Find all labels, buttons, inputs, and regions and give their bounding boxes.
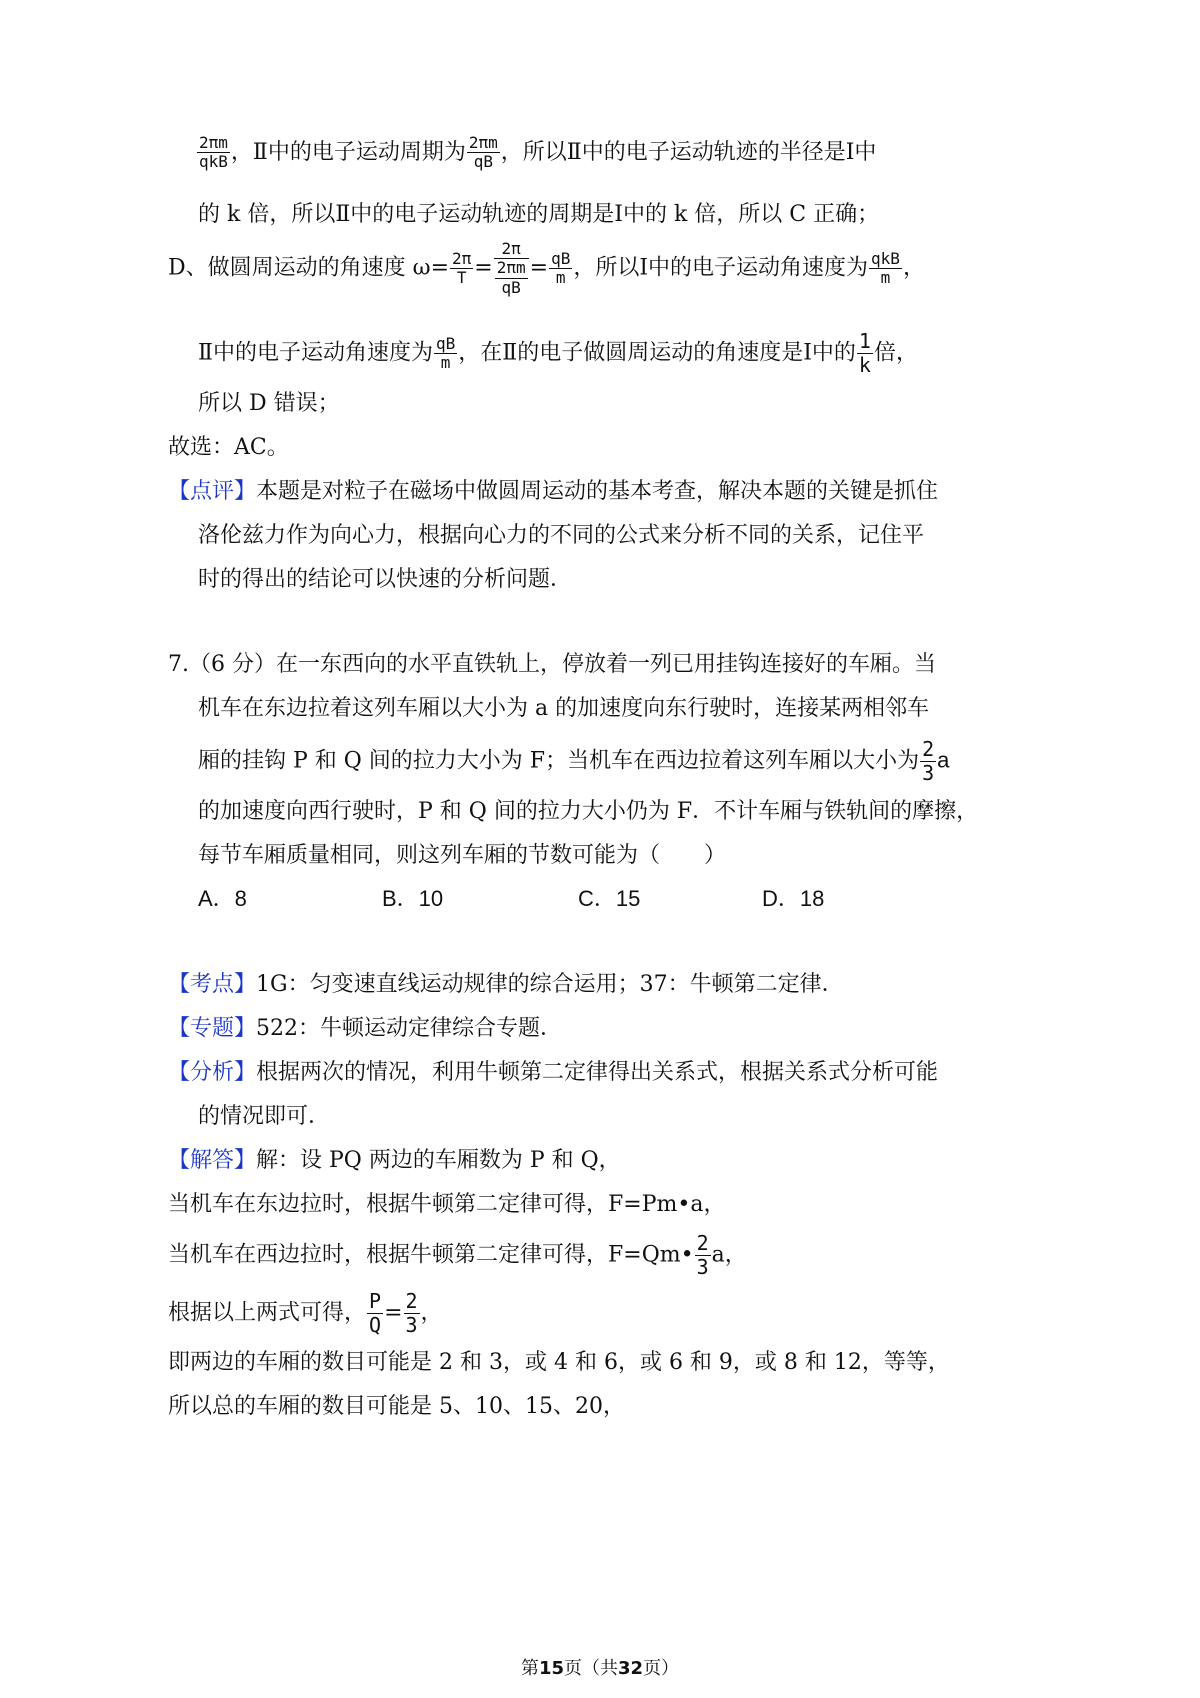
fenxi-line2: 的情况即可． <box>198 1104 331 1129</box>
fraction-qB-over-m-2: $\frac{qB}{m}$ <box>435 333 456 372</box>
sol6-line2: 的 k 倍，所以Ⅱ中的电子运动轨迹的周期是Ⅰ中的 k 倍，所以 C 正确； <box>198 202 880 227</box>
fraction-1-over-k: $\frac{1}{k}$ <box>858 329 871 377</box>
sol6-line1: $\frac{2\pi m}{\text{qkB}}$ ，Ⅱ中的电子运动周期为 $\frac{2\pi m}{qB}$ ，所以Ⅱ中的电子运动轨迹的半径是Ⅰ中 <box>199 133 877 172</box>
zhuanti-line: 【专题】522：牛顿运动定律综合专题． <box>168 1016 563 1041</box>
sol6-line3: D、做圆周运动的角速度 ω= $\frac{2\pi}{T}$ = $\frac{2\pi}{\frac{2\pi m}{qB}}$ = $\frac{qB}{m}$ ，所以Ⅰ中的电子运动角速度为 $\frac{\text{qkB}}{m}$ ， <box>168 239 925 297</box>
q7-line2: 机车在东边拉着这列车厢以大小为 a 的加速度向东行驶时，连接某两相邻车 <box>198 696 930 721</box>
total-pages: 32 <box>618 1658 644 1679</box>
jieda-line3: 当机车在西边拉时，根据牛顿第二定律可得，F=Qm• $\frac{2}{3}$ a， <box>168 1231 747 1279</box>
fraction-nested-2pim-over-qB: $\frac{2\pi m}{qB}$ <box>496 258 526 297</box>
jieda-line5: 即两边的车厢的数目可能是 2 和 3，或 4 和 6，或 6 和 9，或 8 和 12，等等， <box>168 1350 950 1375</box>
review-line1: 【点评】本题是对粒子在磁场中做圆周运动的基本考查，解决本题的关键是抓住 <box>168 479 939 504</box>
fraction-2pim-over-qB: $\frac{2\pi m}{qB}$ <box>468 133 498 172</box>
option-d: D．18 <box>762 886 825 911</box>
zhuanti-tag: 【专题】 <box>168 1016 257 1041</box>
review-line3: 时的得出的结论可以快速的分析问题． <box>198 567 573 592</box>
jieda-line2: 当机车在东边拉时，根据牛顿第二定律可得，F=Pm•a， <box>168 1192 726 1217</box>
q7-line1: 7.（6 分）在一东西向的水平直铁轨上，停放着一列已用挂钩连接好的车厢。当 <box>168 652 936 677</box>
jieda-line6: 所以总的车厢的数目可能是 5、10、15、20， <box>168 1394 625 1419</box>
fraction-2pim-over-qkB: $\frac{2\pi m}{\text{qkB}}$ <box>199 133 228 172</box>
page-footer: 第15页（共32页） <box>520 1658 680 1679</box>
q7-line5: 每节车厢质量相同，则这列车厢的节数可能为（ ） <box>198 843 727 868</box>
option-a: A．8 <box>198 886 247 911</box>
fraction-2-over-3-b: $\frac{2}{3}$ <box>696 1231 709 1279</box>
review-line2: 洛伦兹力作为向心力，根据向心力的不同的公式来分析不同的关系，记住平 <box>198 523 925 548</box>
jieda-tag: 【解答】 <box>168 1148 257 1173</box>
answer-line: 故选：AC。 <box>168 435 289 460</box>
q7-line3: 厢的挂钩 P 和 Q 间的拉力大小为 F；当机车在西边拉着这列车厢以大小为 $\frac{2}{3}$ a <box>198 737 950 785</box>
jieda-line1: 【解答】解：设 PQ 两边的车厢数为 P 和 Q， <box>168 1148 621 1173</box>
option-b: B．10 <box>382 886 444 911</box>
fraction-2pi-over-T: $\frac{2\pi}{T}$ <box>452 248 472 288</box>
fraction-qB-over-m: $\frac{qB}{m}$ <box>551 248 571 288</box>
fraction-2pi-over-2pim-qB: $\frac{2\pi}{\frac{2\pi m}{qB}}$ <box>494 240 529 297</box>
jieda-line4: 根据以上两式可得， $\frac{P}{Q}$ = $\frac{2}{3}$ ， <box>168 1289 443 1337</box>
review-tag: 【点评】 <box>168 479 257 504</box>
fraction-2-over-3-c: $\frac{2}{3}$ <box>405 1289 418 1337</box>
sol6-line5: 所以 D 错误； <box>198 391 340 416</box>
kaodian-tag: 【考点】 <box>168 972 257 997</box>
sol6-line4: Ⅱ中的电子运动角速度为 $\frac{qB}{m}$ ，在Ⅱ的电子做圆周运动的角速度是Ⅰ中的 $\frac{1}{k}$ 倍， <box>198 329 918 377</box>
q7-line4: 的加速度向西行驶时，P 和 Q 间的拉力大小仍为 F．不计车厢与铁轨间的摩擦， <box>198 799 979 824</box>
fraction-2-over-3: $\frac{2}{3}$ <box>922 737 935 785</box>
option-c: C．15 <box>578 886 641 911</box>
fenxi-tag: 【分析】 <box>168 1060 257 1085</box>
fenxi-line1: 【分析】根据两次的情况，利用牛顿第二定律得出关系式，根据关系式分析可能 <box>168 1060 939 1085</box>
page-number: 15 <box>538 1658 564 1679</box>
fraction-P-over-Q: $\frac{P}{Q}$ <box>369 1289 382 1337</box>
fraction-qkB-over-m: $\frac{\text{qkB}}{m}$ <box>871 248 900 288</box>
kaodian-line: 【考点】1G：匀变速直线运动规律的综合运用；37：牛顿第二定律． <box>168 972 844 997</box>
